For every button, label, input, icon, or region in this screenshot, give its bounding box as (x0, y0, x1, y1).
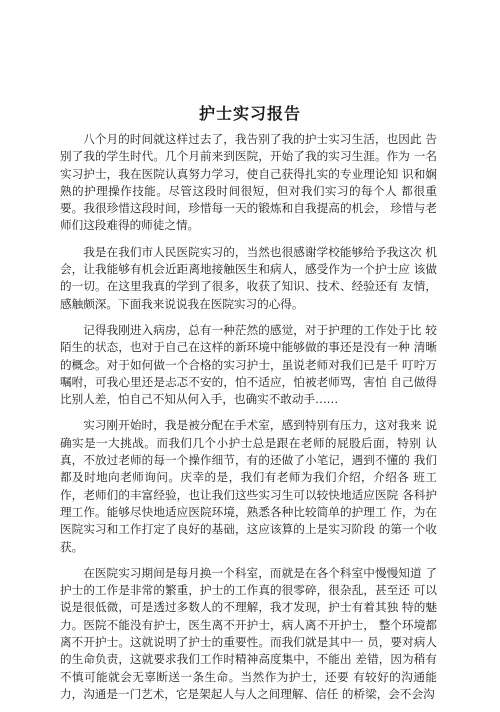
page-title: 护士实习报告 (198, 104, 301, 123)
document-body (60, 131, 437, 712)
paragraph-1: 八个月的时间就这样过去了，我告别了我的护士实习生活，也因此 告别了我的学生时代。几个月前来到医院，开始了我的实习生涯。作为 一名实习护士，我在医院认真努力学习，使自己获得扎实的专业理论知 识和娴熟的护理操作技能。尽管这段时间很短，但对我们实习的每个人 都很重要。我很珍惜这段时间，珍惜每一天的锻炼和自我提高的机会， 珍惜与老师们这段难得的师徒之情。 (60, 132, 437, 233)
paragraph-5: 在医院实习期间是每月换一个科室，而就是在各个科室中慢慢知道 了护士的工作是非常的繁重，护士的工作真的很零碎，很杂乱，甚至还 可以说是很低微，可是透过多数人的不理解，我才发现，护士有着其独 特的魅力。医院不能没有护士，医生离不开护士，病人离不开护士， 整个环境都离不开护士。这就说明了护士的重要性。而我们就是其中一 员，要对病人的生命负责，这就要求我们工作时精神高度集中，不能出 差错，因为稍有不慎可能就会无辜断送一条生命。当然作为护士，还要 有较好的沟通能力，沟通是一门艺术，它是架起人与人之间理解、信任 的桥梁，会不会沟 (60, 565, 437, 701)
paragraph-4: 实习刚开始时，我是被分配在手术室，感到特别有压力，这对我来 说确实是一大挑战。而我们几个小护士总是跟在老师的屁股后面，特别 认真，不放过老师的每一个操作细节，有的还做了小笔记，遇到不懂的 我们都及时地向老师询问。庆幸的是，我们有老师为我们介绍，介绍各 班工作，老师们的丰富经验，也让我们这些实习生可以较快地适应医院 各科护理工作。能够尽快地适应医院环境，熟悉各种比较简单的护理工 作，为在医院实习和工作打定了良好的基础，这应该算的上是实习阶段 的第一个收获。 (60, 418, 437, 554)
paragraph-2: 我是在我们市人民医院实习的，当然也很感谢学校能够给予我这次 机会，让我能够有机会近距离地接触医生和病人，感受作为一个护士应 该做的一切。在这里我真的学到了很多，收获了知识、技术、经验还有 友情，感触颇深。下面我来说说我在医院实习的心得。 (60, 244, 437, 311)
paragraph-3: 记得我刚进入病房，总有一种茫然的感觉，对于护理的工作处于比 较陌生的状态，也对于自己在这样的新环境中能够做的事还是没有一种 清晰的概念。对于如何做一个合格的实习护士，虽说老师对我们已是千 叮咛万嘱咐，可我心里还是忐忑不安的，怕不适应，怕被老师骂，害怕 自己做得比别人差，怕自己不知从何入手，也确实不敢动手…… (60, 322, 437, 407)
